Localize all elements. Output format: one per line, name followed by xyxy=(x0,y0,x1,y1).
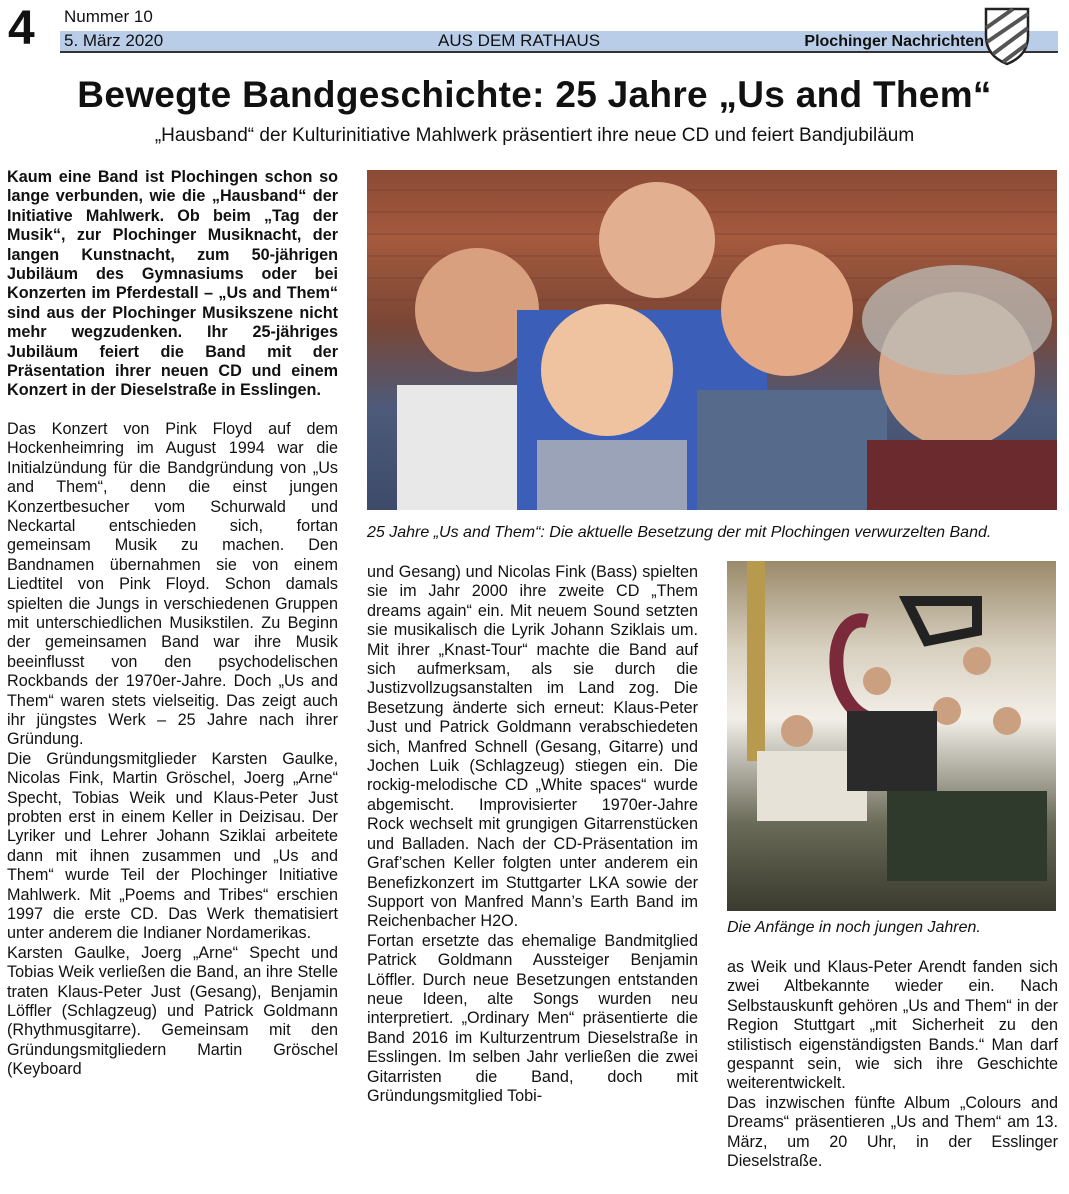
section-title: AUS DEM RATHAUS xyxy=(438,31,601,50)
coat-of-arms-icon xyxy=(983,6,1031,66)
photo-caption-current: 25 Jahre „Us and Them“: Die aktuelle Besetzung der mit Plochingen verwurzelten Band. xyxy=(367,524,992,541)
page-number: 4 xyxy=(8,2,35,55)
body-paragraph: und Gesang) und Nicolas Fink (Bass) spielten sie im Jahr 2000 ihre zweite CD „Them dreams again“ ein. Mit neuem Sound setzten sie musikalisch die Lyrik Johann Sziklais um. Mit ihrer „Knast-Tour“ machte die Band auf sich aufmerksam, als sie durch die Justizvollzugsanstalten im Land zog. Die Besetzung änderte sich erneut: Klaus-Peter Just und Patrick Goldmann verabschiedeten sich, Manfred Schnell (Gesang, Gitarre) und Jochen Luik (Schlagzeug) stiegen ein. Die rockig-melodische CD „White spaces“ wurde abgemischt. Improvisierter 1970er-Jahre Rock wechselt mit grungigen Gitarrenstücken und Balladen. Nach der CD-Präsentation im Graf’schen Keller folgten unter anderem ein Benefizkonzert im Stuttgarter LKA sowie der Support von Manfred Mann’s Earth Band im Reichenbacher H2O. xyxy=(367,563,698,931)
issue-date: 5. März 2020 xyxy=(64,31,164,50)
lead-paragraph: Kaum eine Band ist Plochingen schon so lange verbunden, wie die „Hausband“ der Initiative Mahlwerk. Ob beim „Tag der Musik“, zur Plochinger Musiknacht, der langen Kunstnacht, zum 50-jährigen Jubiläum des Gymnasiums oder bei Konzerten im Pferdestall – „Us and Them“ sind aus der Plochinger Musikszene nicht mehr wegzudenken. Ihr 25-jähriges Jubiläum feiert die Band mit der Präsentation ihrer neuen CD und einem Konzert in der Dieselstraße in Esslingen. xyxy=(7,168,338,400)
article-column-1 xyxy=(7,168,338,1080)
body-paragraph: Die Gründungsmitglieder Karsten Gaulke, Nicolas Fink, Martin Gröschel, Joerg „Arne“ Specht, Tobias Weik und Klaus-Peter Just probten erst in einem Keller in Deizisau. Der Lyriker und Lehrer Johann Sziklai arbeitete dann mit ihnen zusammen und „Us and Them“ wurde Teil der Plochinger Initiative Mahlwerk. Mit „Poems and Tribes“ erschien 1997 die erste CD. Das Werk thematisiert unter anderem die Indianer Nordamerikas. xyxy=(7,749,338,943)
body-paragraph: Das inzwischen fünfte Album „Colours and Dreams“ präsentieren „Us and Them“ am 13. März, um 20 Uhr, in der Esslinger Dieselstraße. xyxy=(727,1093,1058,1171)
band-photo-current xyxy=(367,170,1057,510)
issue-number: Nummer 10 xyxy=(64,7,153,26)
section-bar xyxy=(60,31,1058,53)
article-subtitle: „Hausband“ der Kulturinitiative Mahlwerk präsentiert ihre neue CD und feiert Bandjubiläum xyxy=(154,125,915,146)
photo-caption-early: Die Anfänge in noch jungen Jahren. xyxy=(727,919,981,936)
body-paragraph: as Weik und Klaus-Peter Arendt fanden sich zwei Altbekannte wieder ein. Nach Selbstauskunft gehören „Us and Them“ in der Region Stuttgart „mit Sicherheit zu den stilistisch eigenständigsten Bands.“ Man darf gespannt sein, wie sich ihre Geschichte weiterentwickelt. xyxy=(727,958,1058,1093)
article-column-3 xyxy=(727,958,1058,1171)
band-photo-early-years xyxy=(727,561,1056,911)
article-title: Bewegte Bandgeschichte: 25 Jahre „Us and Them“ xyxy=(77,74,992,115)
article-column-2 xyxy=(367,563,698,1106)
body-paragraph: Das Konzert von Pink Floyd auf dem Hockenheimring im August 1994 war die Initialzündung für die Bandgründung von „Us and Them“, denn die einst jungen Konzertbesucher vom Schurwald und Neckartal entschieden sich, fortan gemeinsam Musik zu machen. Den Bandnamen übernahmen sie von einem Liedtitel von Pink Floyd. Schon damals spielten die Jungs in verschiedenen Gruppen mit unterschiedlichen Musikstilen. Zu Beginn der gemeinsamen Band war ihre Musik beeinflusst von den psychodelischen Rockbands der 1970er-Jahre. Doch „Us and Them“ waren stets vielseitig. Das zeigt auch ihr jüngstes Werk – 25 Jahre nach ihrer Gründung. xyxy=(7,419,338,749)
newspaper-name: Plochinger Nachrichten xyxy=(804,33,984,50)
body-paragraph: Karsten Gaulke, Joerg „Arne“ Specht und Tobias Weik verließen die Band, an ihre Stelle traten Klaus-Peter Just (Gesang), Benjamin Löffler (Schlagzeug) und Patrick Goldmann (Rhythmusgitarre). Gemeinsam mit den Gründungsmitgliedern Martin Gröschel (Keyboard xyxy=(7,943,338,1079)
body-paragraph: Fortan ersetzte das ehemalige Bandmitglied Patrick Goldmann Aussteiger Benjamin Löffler. Durch neue Besetzungen entstanden neue Ideen, alte Songs wurden neu interpretiert. „Ordinary Men“ präsentierte die Band 2016 im Kulturzentrum Dieselstraße in Esslingen. Im selben Jahr verließen die zwei Gitarristen die Band, doch mit Gründungsmitglied Tobi- xyxy=(367,931,698,1105)
